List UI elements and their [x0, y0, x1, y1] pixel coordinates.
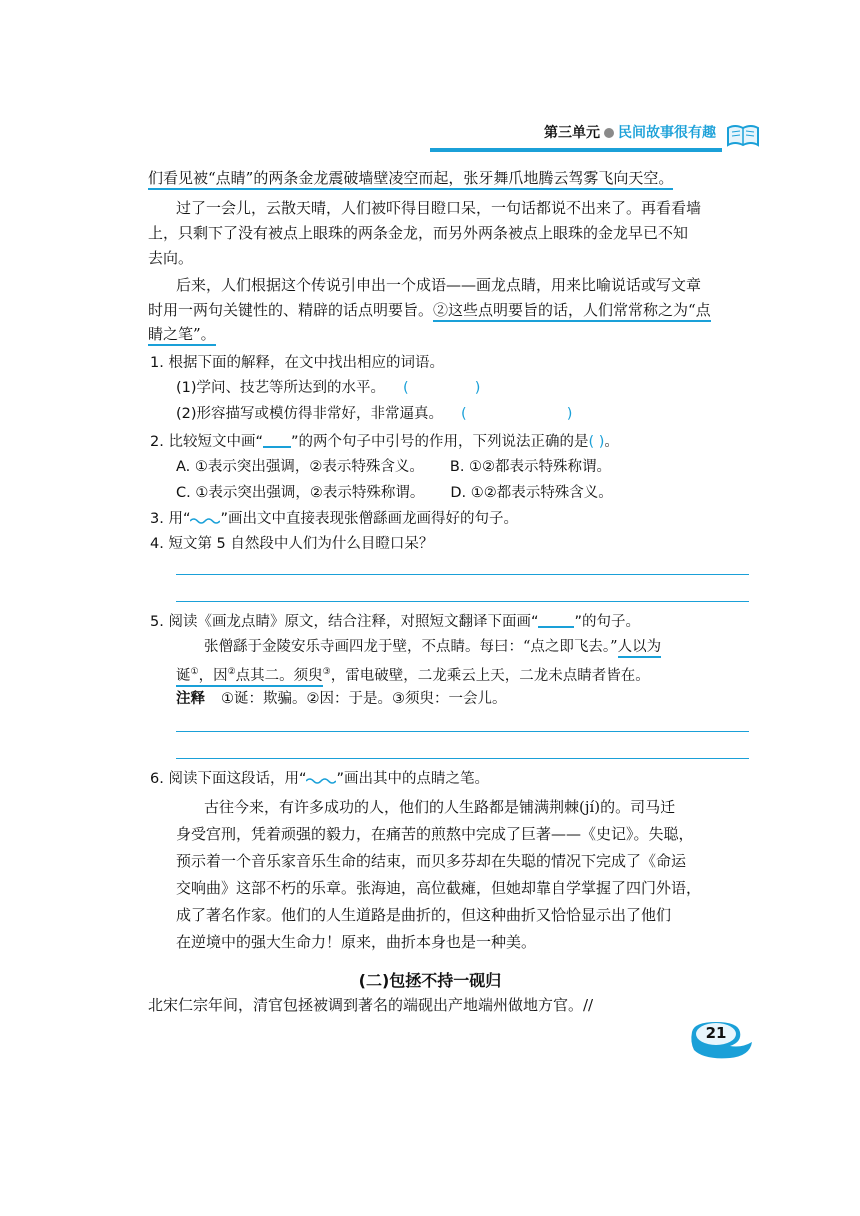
q6-passage-line1: 古往今来，有许多成功的人，他们的人生路都是铺满荆棘(jí)的。司马迁: [204, 798, 676, 816]
header-text: [544, 122, 716, 142]
option-c[interactable]: C. ①表示突出强调，②表示特殊称谓。: [176, 485, 425, 501]
q6-passage-line4: 交响曲》这部不朽的乐章。张海迪，高位截瘫，但她却靠自学掌握了四门外语，: [176, 879, 702, 897]
header-rule: [430, 148, 722, 152]
q5-classical-text: 张僧繇于金陵安乐寺画四龙于壁，不点睛。每曰：“点之即飞去。”: [204, 639, 618, 655]
answer-line-4b[interactable]: [176, 601, 749, 602]
story-para3-line1: 后来，人们根据这个传说引申出一个成语——画龙点睛，用来比喻说话或写文章: [176, 276, 702, 294]
question-2: [150, 432, 750, 452]
answer-line-4a[interactable]: [176, 574, 749, 575]
q5-post: ”的句子。: [574, 614, 640, 630]
book-icon: [726, 122, 760, 148]
page-number: 21: [705, 1024, 727, 1042]
story-para2-line1: 过了一会儿，云散天晴，人们被吓得目瞪口呆，一句话都说不出来了。再看看墙: [176, 199, 702, 217]
dot-icon: [604, 128, 614, 138]
option-b[interactable]: B. ①②都表示特殊称谓。: [449, 459, 612, 475]
story-para3-line3: [148, 324, 748, 344]
wavy-line-icon: [306, 777, 336, 785]
wavy-line-icon: [190, 517, 220, 525]
answer-paren-open: (: [461, 406, 467, 422]
note-text: ①诞：欺骗。②因：于是。③须臾：一会儿。: [221, 691, 507, 707]
q5-classical-rest: ，雷电破壁，二龙乘云上天，二龙未点睛者皆在。: [330, 667, 650, 684]
underlined-sentence-1: 们看见被“点睛”的两条金龙震破墙壁凌空而起，张牙舞爪地腾云驾雾飞向天空。: [148, 169, 673, 190]
q6-passage-line5: 成了著名作家。他们的人生道路是曲折的，但这种曲折又恰恰显示出了他们: [176, 906, 672, 924]
question-1a: [176, 378, 776, 398]
q6-pre: 6. 阅读下面这段话，用“: [150, 771, 307, 787]
section-2-intro: 北宋仁宗年间，清官包拯被调到著名的端砚出产地端州做地方官。//: [148, 996, 594, 1014]
answer-paren[interactable]: ( ): [588, 434, 605, 450]
para3-text: 时用一两句关键性的、精辟的话点明要旨。: [148, 301, 434, 319]
unit-label: 第三单元: [544, 125, 600, 141]
underlined-sentence-2-end: 睛之笔”。: [148, 325, 216, 346]
question-2-options-row2: [176, 483, 776, 503]
underline-symbol: [538, 626, 574, 628]
q5-underlined-start: 人以为: [618, 639, 662, 658]
answer-line-5b[interactable]: [176, 758, 749, 759]
q6-passage-line3: 预示着一个音乐家音乐生命的结束，而贝多芬却在失聪的情况下完成了《命运: [176, 852, 687, 870]
story-para3-line2: [148, 300, 748, 320]
q5-classical-line1: [204, 637, 804, 657]
underline-symbol: [263, 446, 291, 448]
question-1: 1. 根据下面的解释，在文中找出相应的词语。: [150, 355, 444, 371]
question-2-options-row1: [176, 457, 776, 477]
story-para2-line3: 去向。: [148, 249, 194, 267]
question-5: [150, 612, 750, 632]
footnote-3: ③: [322, 667, 331, 677]
q2-pre: 2. 比较短文中画“: [150, 434, 263, 450]
q3-post: ”画出文中直接表现张僧繇画龙画得好的句子。: [220, 511, 518, 527]
q6-passage-line2: 身受宫刑，凭着顽强的毅力，在痛苦的煎熬中完成了巨著——《史记》。失聪，: [176, 825, 694, 843]
q5-underlined-sentence: 诞①，因②点其二。须臾: [176, 668, 323, 687]
q5-notes: [176, 689, 776, 709]
q5-classical-line2: [176, 662, 776, 686]
q3-pre: 3. 用“: [150, 511, 191, 527]
question-3: [150, 509, 750, 529]
q5-pre: 5. 阅读《画龙点睛》原文，结合注释，对照短文翻译下面画“: [150, 614, 539, 630]
page-number-badge: [690, 1018, 754, 1060]
question-1b: [176, 404, 776, 424]
q6-post: ”画出其中的点睛之笔。: [336, 771, 489, 787]
q6-passage-line6: 在逆境中的强大生命力！原来，曲折本身也是一种美。: [176, 933, 537, 951]
question-1a-text: (1)学问、技艺等所达到的水平。: [176, 380, 386, 396]
option-a[interactable]: A. ①表示突出强调，②表示特殊含义。: [176, 459, 424, 475]
question-1b-text: (2)形容描写或模仿得非常好，非常逼真。: [176, 406, 444, 422]
answer-paren-close: ): [474, 380, 481, 396]
q2-period: 。: [604, 434, 619, 450]
question-6: [150, 769, 750, 789]
answer-paren-close: ): [566, 406, 573, 422]
unit-theme: 民间故事很有趣: [618, 125, 716, 141]
question-4: 4. 短文第 5 自然段中人们为什么目瞪口呆？: [150, 536, 434, 552]
answer-paren-open: (: [403, 380, 409, 396]
q2-post: ”的两个句子中引号的作用，下列说法正确的是: [290, 434, 589, 450]
note-label: 注释: [176, 691, 205, 707]
answer-line-5a[interactable]: [176, 731, 749, 732]
story-line-1: [148, 168, 748, 188]
section-2-title: (二)包拯不持一砚归: [358, 971, 502, 990]
underlined-sentence-2: ②这些点明要旨的话，人们常常称之为“点: [433, 301, 711, 322]
running-header: [430, 118, 760, 158]
option-d[interactable]: D. ①②都表示特殊含义。: [450, 485, 613, 501]
story-para2-line2: 上，只剩下了没有被点上眼珠的两条金龙，而另外两条被点上眼珠的金龙早已不知: [148, 224, 689, 242]
